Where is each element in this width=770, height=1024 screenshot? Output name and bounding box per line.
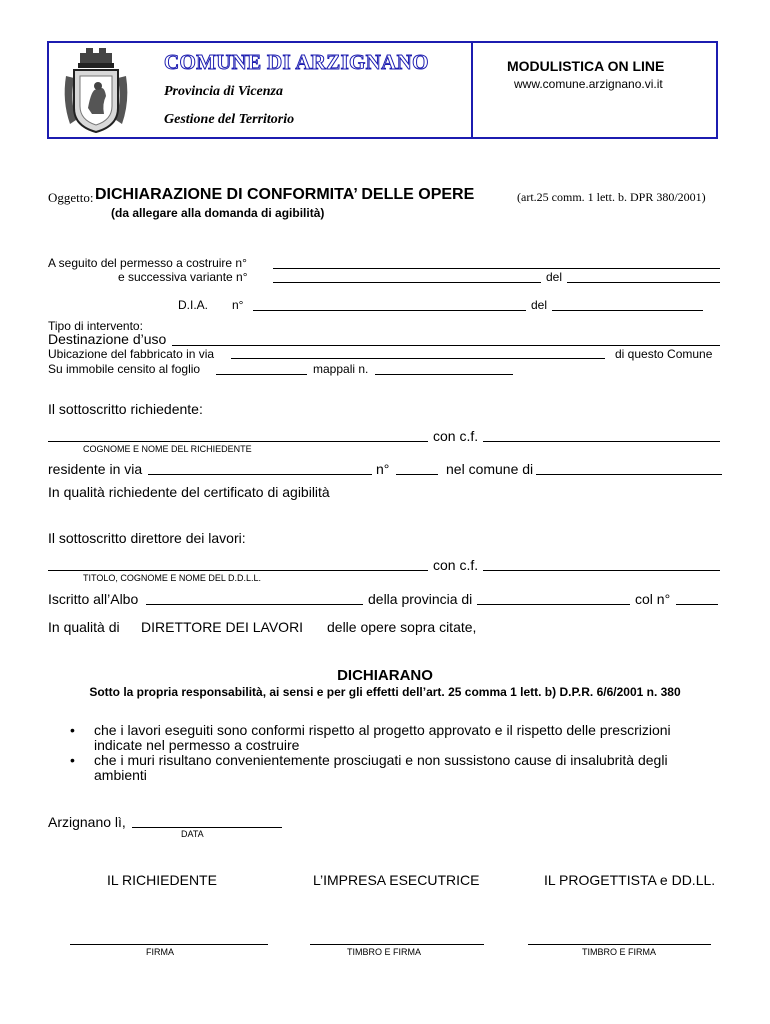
settore-label: Gestione del Territorio [164,112,295,127]
firma-caption: FIRMA [146,947,174,957]
albo-provincia-label: della provincia di [368,591,473,607]
timbro-caption-progettista: TIMBRO E FIRMA [582,947,656,957]
header-divider [471,43,473,137]
dia-date-field[interactable] [552,310,703,311]
comune-title: COMUNE DI ARZIGNANO [164,50,429,74]
tipo-intervento-label: Tipo di intervento: [48,319,143,333]
richiedente-name-field[interactable] [48,441,428,442]
destinazione-field[interactable] [172,345,720,346]
data-field[interactable] [132,827,282,828]
residente-comune-field[interactable] [536,474,722,475]
direttore-ruolo: DIRETTORE DEI LAVORI [141,619,304,635]
direttore-caption: TITOLO, COGNOME E NOME DEL D.D.L.L. [83,573,262,583]
bullet-1-line-2: indicate nel permesso a costruire [94,737,300,753]
permesso-label: A seguito del permesso a costruire n° [48,256,247,270]
residente-label: residente in via [48,461,143,477]
richiedente-heading: Il sottoscritto richiedente: [48,401,203,417]
albo-label: Iscritto all’Albo [48,591,139,607]
richiedente-caption: COGNOME E NOME DEL RICHIEDENTE [83,444,252,454]
direttore-heading: Il sottoscritto direttore dei lavori: [48,530,246,546]
progettista-signature-field[interactable] [528,944,711,945]
richiedente-cf-field[interactable] [483,441,720,442]
progettista-signature-label: IL PROGETTISTA e DD.LL. [544,872,716,888]
modulistica-label: MODULISTICA ON LINE [507,58,665,74]
direttore-cf-label: con c.f. [433,557,479,573]
opere-citate-text: delle opere sopra citate, [327,619,477,635]
variante-label: e successiva variante n° [118,270,248,284]
document-title: DICHIARAZIONE DI CONFORMITA’ DELLE OPERE [95,186,475,203]
mappali-label: mappali n. [313,362,369,376]
richiedente-signature-label: IL RICHIEDENTE [107,872,217,888]
bullet-1-icon: • [70,722,75,738]
dia-label: D.I.A. [178,298,209,312]
richiedente-cf-label: con c.f. [433,428,479,444]
residente-n-field[interactable] [396,474,438,475]
residente-comune-label: nel comune di [446,461,534,477]
coat-of-arms-icon [62,46,130,136]
timbro-caption-impresa: TIMBRO E FIRMA [347,947,421,957]
albo-field[interactable] [146,604,363,605]
variante-number-field[interactable] [273,282,541,283]
bullet-2-line-2: ambienti [94,767,147,783]
richiedente-signature-field[interactable] [70,944,268,945]
document-reference: (art.25 comm. 1 lett. b. DPR 380/2001) [517,190,706,204]
foglio-field[interactable] [216,374,307,375]
mappali-field[interactable] [375,374,513,375]
permesso-number-field[interactable] [273,268,720,269]
albo-provincia-field[interactable] [477,604,630,605]
variante-del-label: del [546,270,563,284]
impresa-signature-label: L’IMPRESA ESECUTRICE [313,872,480,888]
residente-via-field[interactable] [148,474,372,475]
provincia-label: Provincia di Vicenza [164,84,283,99]
dia-number-field[interactable] [253,310,526,311]
di-questo-comune-label: di questo Comune [615,347,713,361]
dichiarano-subtitle: Sotto la propria responsabilità, ai sensi e per gli effetti dell’art. 25 comma 1 lett. b) D.P.R. 6/6/2001 n. 380 [89,685,681,699]
variante-date-field[interactable] [567,282,720,283]
document-subtitle: (da allegare alla domanda di agibilità) [111,206,325,220]
censito-label: Su immobile censito al foglio [48,362,201,376]
dia-del-label: del [531,298,548,312]
oggetto-label: Oggetto: [48,190,94,205]
albo-col-field[interactable] [676,604,718,605]
dia-n-label: n° [232,298,244,312]
destinazione-label: Destinazione d’uso [48,331,167,347]
luogo-label: Arzignano lì, [48,814,126,830]
bullet-2-icon: • [70,752,75,768]
dichiarano-title: DICHIARANO [337,667,433,684]
ubicazione-label: Ubicazione del fabbricato in via [48,347,215,361]
data-caption: DATA [181,829,204,839]
impresa-signature-field[interactable] [310,944,484,945]
qualita-richiedente-text: In qualità richiedente del certificato di agibilità [48,484,330,500]
bullet-2-line-1: che i muri risultano convenientemente prosciugati e non sussistono cause di insalubrità degli [94,752,668,768]
residente-n-label: n° [376,461,390,477]
website-link[interactable]: www.comune.arzignano.vi.it [514,77,663,91]
direttore-name-field[interactable] [48,570,428,571]
albo-col-label: col n° [635,591,671,607]
ubicazione-field[interactable] [231,358,605,359]
bullet-1-line-1: che i lavori eseguiti sono conformi rispetto al progetto approvato e il rispetto delle prescrizioni [94,722,671,738]
direttore-cf-field[interactable] [483,570,720,571]
qualita-direttore-label: In qualità di [48,619,120,635]
